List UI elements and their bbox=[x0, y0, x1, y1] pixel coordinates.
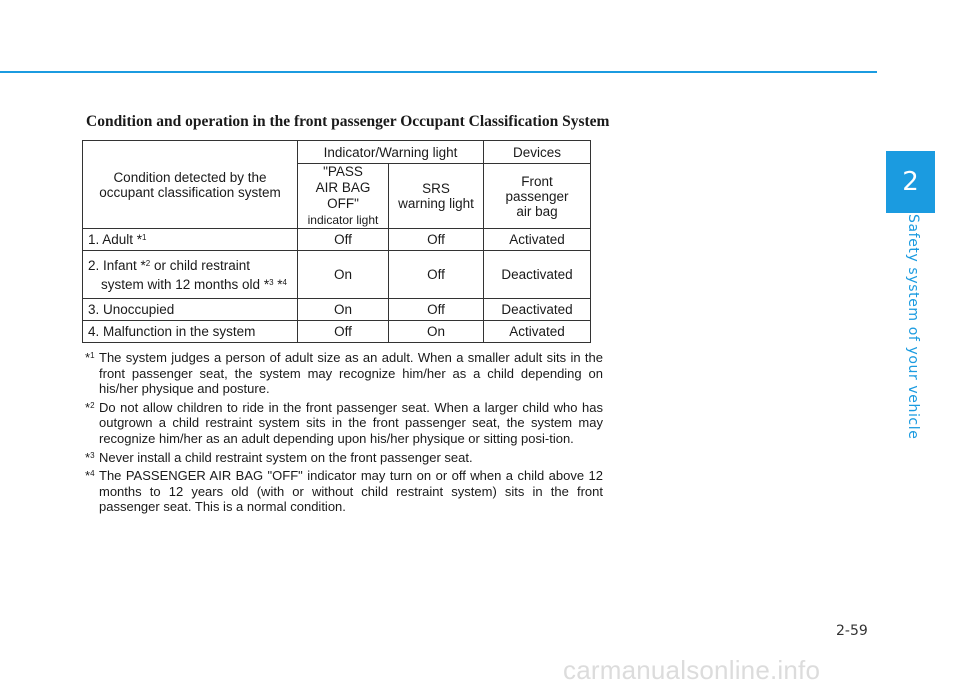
footnote-3: *$^3$ Never install a child restraint system on the front passenger seat. bbox=[85, 449, 473, 465]
footnote-1: *$^1$ The system judges a person of adult size as an adult. When a smaller adult sits in the front passenger seat, the system may recognize him/her as a child depending on his/her physique and posture. bbox=[85, 350, 603, 397]
header-srs-warning: SRS warning light bbox=[389, 164, 484, 229]
row-pass-value: Off bbox=[298, 321, 389, 343]
row-condition: 3. Unoccupied bbox=[83, 299, 298, 321]
footnotes bbox=[85, 350, 603, 518]
row-airbag-value: Deactivated bbox=[484, 299, 591, 321]
footnote-2: *$^2$ Do not allow children to ride in the front passenger seat. When a larger child who has outgrown a child restraint system sits in the front passenger seat, the system may recognize him/her as an adult depending upon his/her physique or sitting posi-tion. bbox=[85, 399, 603, 446]
row-condition: 4. Malfunction in the system bbox=[83, 321, 298, 343]
row-condition: 2. Infant *$^2$ or child restraint system with 12 months old *$^3$ *$^4$ bbox=[83, 251, 298, 299]
row-airbag-value: Deactivated bbox=[484, 251, 591, 299]
table-header-row bbox=[83, 141, 591, 164]
header-indicator-group: Indicator/Warning light bbox=[298, 141, 484, 164]
row-pass-value: On bbox=[298, 251, 389, 299]
row-srs-value: Off bbox=[389, 251, 484, 299]
header-rule bbox=[0, 71, 877, 73]
row-pass-value: On bbox=[298, 299, 389, 321]
chapter-tab[interactable] bbox=[886, 151, 935, 213]
row-srs-value: Off bbox=[389, 299, 484, 321]
chapter-title: Safety system of your vehicle bbox=[905, 214, 921, 440]
watermark: carmanualsonline.info bbox=[563, 655, 821, 685]
header-pass-airbag-off: "PASS AIR BAG OFF" indicator light bbox=[298, 164, 389, 229]
row-srs-value: On bbox=[389, 321, 484, 343]
header-front-passenger-airbag: Front passenger air bag bbox=[484, 164, 591, 229]
row-pass-value: Off bbox=[298, 229, 389, 251]
occupant-classification-table bbox=[82, 140, 591, 343]
table-row bbox=[83, 321, 591, 343]
table-row bbox=[83, 251, 591, 299]
header-devices-group: Devices bbox=[484, 141, 591, 164]
header-condition: Condition detected by the occupant classification system bbox=[83, 141, 298, 229]
row-airbag-value: Activated bbox=[484, 229, 591, 251]
chapter-number: 2 bbox=[902, 167, 919, 197]
page-number: 2-59 bbox=[836, 623, 868, 639]
footnote-4: *$^4$ The PASSENGER AIR BAG "OFF" indicator may turn on or off when a child above 12 months to 12 years old (with or without child restraint system) sits in the front passenger seat. This is a normal condition. bbox=[85, 468, 603, 515]
section-title: Condition and operation in the front passenger Occupant Classification System bbox=[86, 113, 610, 130]
row-airbag-value: Activated bbox=[484, 321, 591, 343]
table-row bbox=[83, 299, 591, 321]
table-row bbox=[83, 229, 591, 251]
row-condition: 1. Adult *$^1$ bbox=[83, 229, 298, 251]
row-srs-value: Off bbox=[389, 229, 484, 251]
